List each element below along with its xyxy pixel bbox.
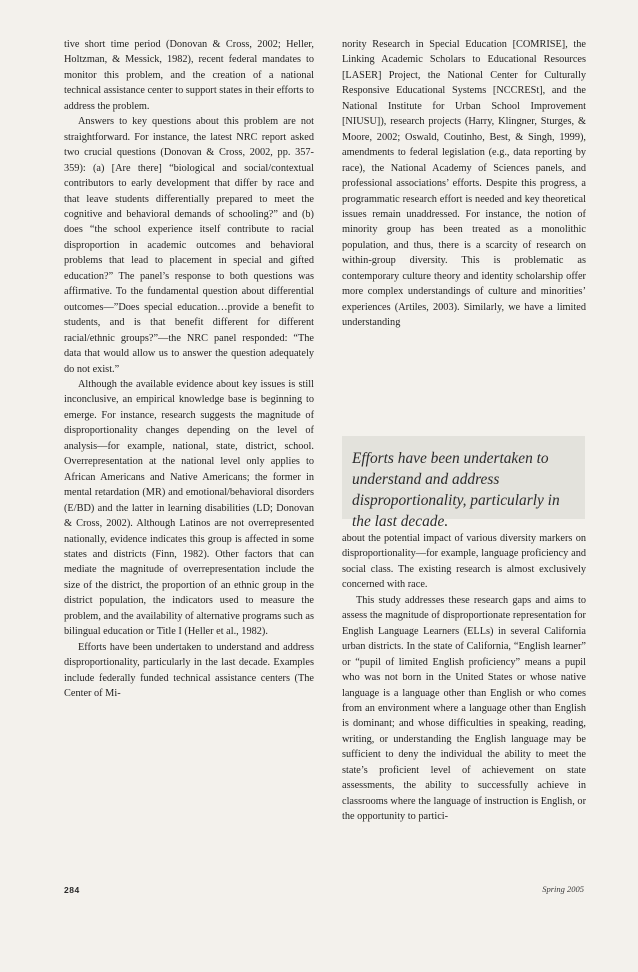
pull-quote-text: Efforts have been undertaken to understand and address disproportionality, particularly in the last decade. [352,450,560,530]
paragraph: about the potential impact of various diversity markers on disproportionality—for example, language proficiency and social class. The existing research is almost exclusively concerned with race. [342,533,586,591]
paragraph: nority Research in Special Education [COMRISE], the Linking Academic Scholars to Educational Resources [LASER] Project, the National Center for Culturally Responsive Educational Systems [NCCRESt], and the National Institute for Urban School Improvement [NIUSU]), research projects (Harry, Klingner, Sturges, & Moore, 2002; Oswald, Coutinho, Best, & Singh, 1999), amendments to federal legislation (e.g., data reporting by race), the National Academy of Sciences panels, and professional associations’ efforts. Despite this progress, a programmatic research effort is needed and key theoretical issues remain unaddressed. For instance, the notion of minority group has been treated as a monolithic population, and thus, there is a scarcity of research on within-group diversity. This is problematic as contemporary culture theory and identity scholarship offer more complex understandings of culture and minorities’ experiences (Artiles, 2003). Similarly, we have a limited understanding [342,39,586,329]
paragraph: tive short time period (Donovan & Cross, 2002; Heller, Holtzman, & Messick, 1982), recent federal mandates to monitor this problem, and the creation of a national technical assistance center to support states in their efforts to address the problem. [64,39,315,112]
right-column-upper [342,37,586,331]
paragraph: Answers to key questions about this problem are not straightforward. For instance, the latest NRC report asked two crucial questions (Donovan & Cross, 2002, pp. 357-359): (a) [Are there] “biological and social/contextual contributors to early development that differ by race and that leave students differentially prepared to meet the cognitive and behavioral demands of schooling?” and (b) does “the school experience itself contribute to racial disproportion in academic outcomes and behavioral problems that lead to placement in special and gifted education?” The panel’s response to both questions was affirmative. To the fundamental question about differential outcomes—”Does special education…provide a benefit to students, and is that benefit different for different racial/ethnic groups?”—the NRC panel responded: “The data that would allow us to answer the question adequately do not exist.” [64,116,314,375]
page-number: 284 [64,885,80,895]
right-column-lower [342,531,586,825]
left-column [64,37,314,701]
paragraph: Although the available evidence about key issues is still inconclusive, an empirical knowledge base is beginning to emerge. For instance, research suggests the magnitude of disproportionality changes depending on the level of analysis—for example, national, state, district, school. Overrepresentation at the national level only applies to African Americans and Native Americans; the former in mental retardation (MR) and emotional/behavioral disorders (E/BD) and the latter in learning disabilities (LD; Donovan & Cross, 2002). Although Latinos are not overrepresented nationally, evidence indicates this group is affected in some states and districts (Finn, 1982). Other factors that can mediate the magnitude of overrepresentation include the size of the district, the proportion of an ethnic group in the district population, the indicators used to measure the problem, and the availability of alternative programs such as bilingual education or Title I (Heller et al., 1982). [64,378,314,638]
issue-label: Spring 2005 [542,884,584,894]
paragraph: Efforts have been undertaken to understand and address disproportionality, particularly in the last decade. Examples include federally funded technical assistance centers (The Center of Mi- [64,641,314,700]
paragraph: This study addresses these research gaps and aims to assess the magnitude of disproportionate representation for English Language Learners (ELLs) in several California urban districts. In the state of California, “English learner” or “pupil of limited English proficiency” means a pupil who was not born in the United States or whose native language is a language other than English or who comes from an environment where a language other than English is dominant; and whose difficulties in speaking, reading, writing, or understanding the English language may be sufficient to deny the individual the ability to meet the state’s proficient level of achievement on state assessments, the ability to successfully achieve in classrooms where the language of instruction is English, or the opportunity to partici- [342,594,586,823]
pull-quote-box [342,436,585,530]
